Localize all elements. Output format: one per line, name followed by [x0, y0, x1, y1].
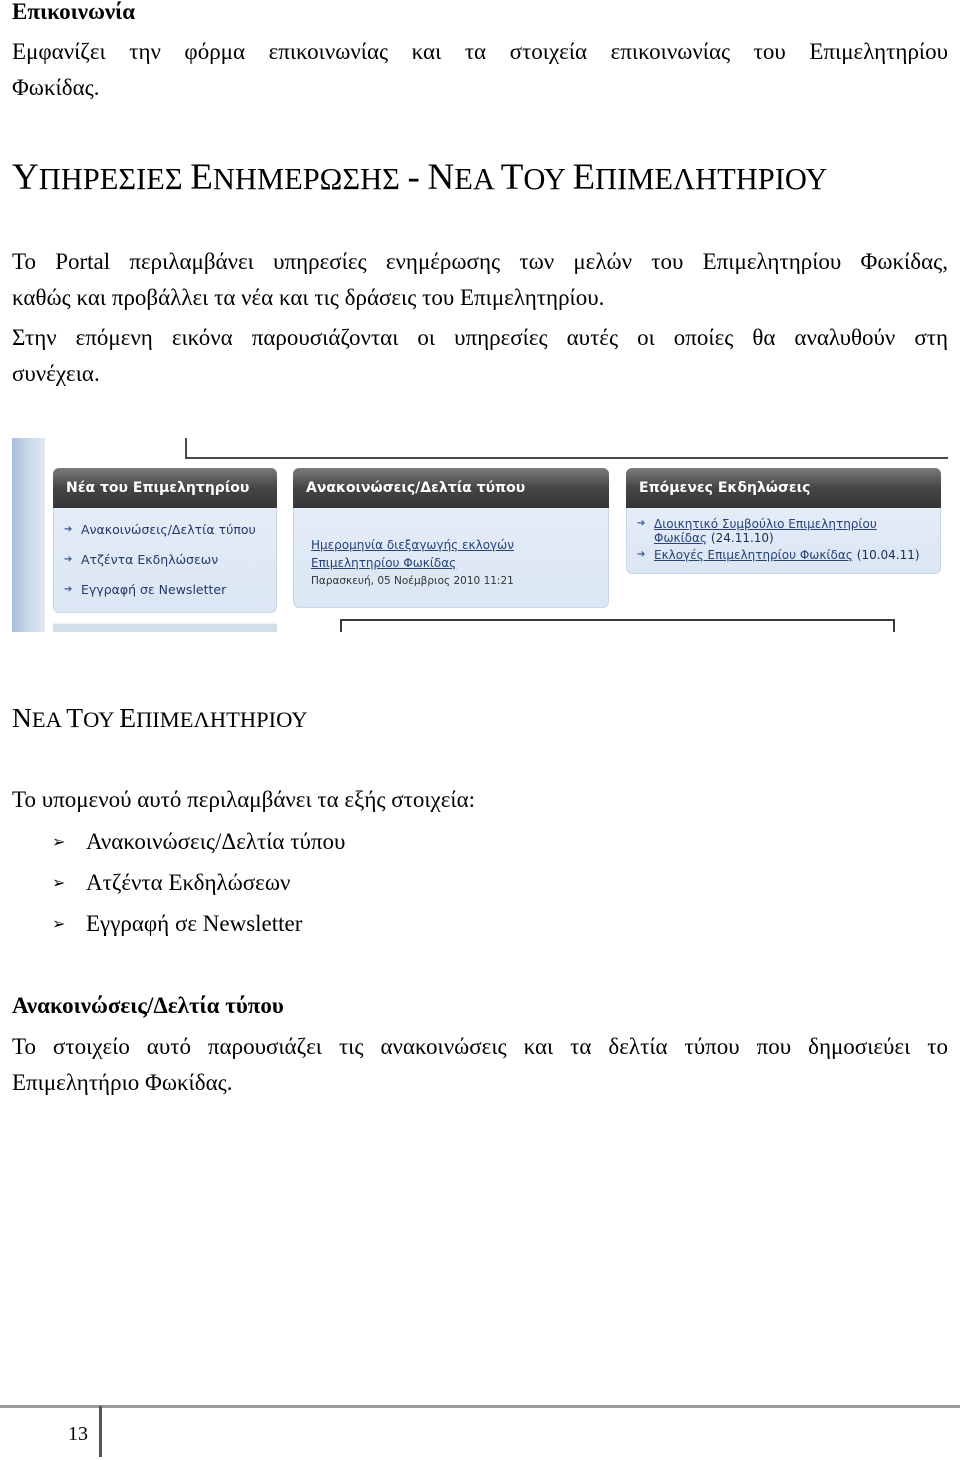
news-intro: Το υπομενού αυτό περιλαμβάνει τα εξής στοιχεία:: [12, 787, 476, 812]
heading-initial-letter: Ε: [190, 157, 213, 198]
list-item-label: Ατζέντα Εκδηλώσεων: [86, 870, 291, 895]
paragraph-line: καθώς και προβάλλει τα νέα και τις δράσεις του Επιμελητηρίου.: [12, 284, 605, 310]
paragraph-line: Εμφανίζει την φόρμα επικοινωνίας και τα στοιχεία επικοινωνίας του Επιμελητηρίου: [12, 39, 948, 64]
events-panel-body: [626, 508, 941, 574]
news-heading: [12, 700, 308, 738]
announcement-date: Παρασκευή, 05 Νοέμβριος 2010 11:21: [311, 575, 514, 587]
heading-initial-letter: Ε: [119, 702, 137, 733]
heading-initial-letter: Τ: [66, 702, 84, 733]
announcements-panel-body: [293, 508, 609, 608]
heading-letters: ΕΑ: [31, 707, 61, 732]
event-text: [654, 517, 934, 545]
news-panel-link: [54, 515, 276, 545]
services-paragraph-2: [12, 320, 948, 391]
paragraph-line: Το Portal περιλαμβάνει υπηρεσίες ενημέρωσης των μελών του Επιμελητηρίου Φωκίδας,: [12, 249, 948, 274]
paragraph-line: Φωκίδας.: [12, 74, 100, 100]
heading-letters: ΕΑ: [454, 162, 494, 196]
services-heading: [12, 156, 827, 201]
heading-initial-letter: Ν: [427, 157, 455, 198]
announcement-link: Ημερομηνία διεξαγωγής εκλογών Επιμελητηρίου Φωκίδας: [311, 538, 514, 570]
news-panel-header: Νέα του Επιμελητηρίου: [53, 468, 277, 508]
paragraph-line: Επιμελητήριο Φωκίδας.: [12, 1069, 233, 1095]
announcements-panel: [293, 468, 609, 608]
heading-initial-letter: Τ: [500, 157, 524, 198]
frame-line-horizontal: [185, 457, 948, 459]
arrowhead-bullet-icon: [52, 903, 65, 944]
right-arrow-icon: [637, 517, 645, 531]
footer-divider: [99, 1406, 102, 1457]
list-item: [12, 862, 948, 903]
list-item: [12, 821, 948, 862]
heading-initial-letter: -: [407, 157, 420, 198]
news-items-list: [12, 821, 948, 944]
heading-initial-letter: Ε: [572, 157, 596, 198]
heading-letters: ΠΗΡΕΣΙΕΣ: [38, 162, 183, 196]
frame-line-vertical: [185, 438, 187, 459]
events-panel: [626, 468, 941, 574]
event-item: [627, 517, 940, 545]
heading-letters: ΝΗΜΕΡΩΣΗΣ: [212, 162, 400, 196]
sidebar-strip: [12, 438, 45, 632]
next-panel-edge: [53, 622, 277, 632]
news-panel-link-label: Ατζέντα Εκδηλώσεων: [81, 552, 219, 567]
heading-initial-letter: Υ: [12, 157, 39, 198]
event-text: [654, 548, 940, 562]
list-item: [12, 903, 948, 944]
right-arrow-icon: [64, 575, 72, 605]
portal-screenshot: [12, 438, 948, 632]
footer-rule: [0, 1405, 960, 1408]
page-number: 13: [68, 1423, 88, 1445]
content-box-edge: [340, 619, 895, 632]
arrowhead-bullet-icon: [52, 821, 65, 862]
event-date: (10.04.11): [856, 548, 920, 562]
heading-letters: ΟΥ: [83, 707, 114, 732]
news-panel-body: [53, 508, 277, 613]
event-item: [627, 548, 940, 562]
list-item-label: Εγγραφή σε Newsletter: [86, 911, 303, 936]
announcements-paragraph: [12, 1029, 948, 1100]
news-panel-link-label: Ανακοινώσεις/Δελτία τύπου: [81, 522, 256, 537]
right-arrow-icon: [64, 545, 72, 575]
announcements-panel-header: Ανακοινώσεις/Δελτία τύπου: [293, 468, 609, 508]
right-arrow-icon: [64, 515, 72, 545]
arrowhead-bullet-icon: [52, 862, 65, 903]
heading-letters: ΠΙΜΕΛΗΤΗΡΙΟΥ: [136, 707, 308, 732]
events-panel-header: Επόμενες Εκδηλώσεις: [626, 468, 941, 508]
right-arrow-icon: [637, 548, 645, 562]
heading-initial-letter: Ν: [12, 702, 32, 733]
paragraph-line: συνέχεια.: [12, 360, 100, 386]
paragraph-line: Το στοιχείο αυτό παρουσιάζει τις ανακοινώσεις και τα δελτία τύπου που δημοσιεύει το: [12, 1034, 948, 1059]
news-panel: [53, 468, 277, 613]
event-date: (24.11.10): [710, 531, 774, 545]
contact-paragraph: [12, 34, 948, 105]
news-panel-link-label: Εγγραφή σε Newsletter: [81, 582, 227, 597]
services-paragraph-1: [12, 244, 948, 315]
contact-title: Επικοινωνία: [12, 0, 136, 24]
event-link: Εκλογές Επιμελητηρίου Φωκίδας: [654, 548, 853, 562]
paragraph-line: Στην επόμενη εικόνα παρουσιάζονται οι υπηρεσίες αυτές οι οποίες θα αναλυθούν στη: [12, 325, 948, 350]
news-panel-link: [54, 575, 276, 605]
list-item-label: Ανακοινώσεις/Δελτία τύπου: [86, 829, 346, 854]
news-panel-link: [54, 545, 276, 575]
heading-letters: ΟΥ: [523, 162, 565, 196]
event-link: Διοικητικό Συμβούλιο Επιμελητηρίου Φωκίδας: [654, 517, 877, 545]
heading-letters: ΠΙΜΕΛΗΤΗΡΙΟΥ: [595, 162, 828, 196]
announcements-title: Ανακοινώσεις/Δελτία τύπου: [12, 993, 284, 1018]
